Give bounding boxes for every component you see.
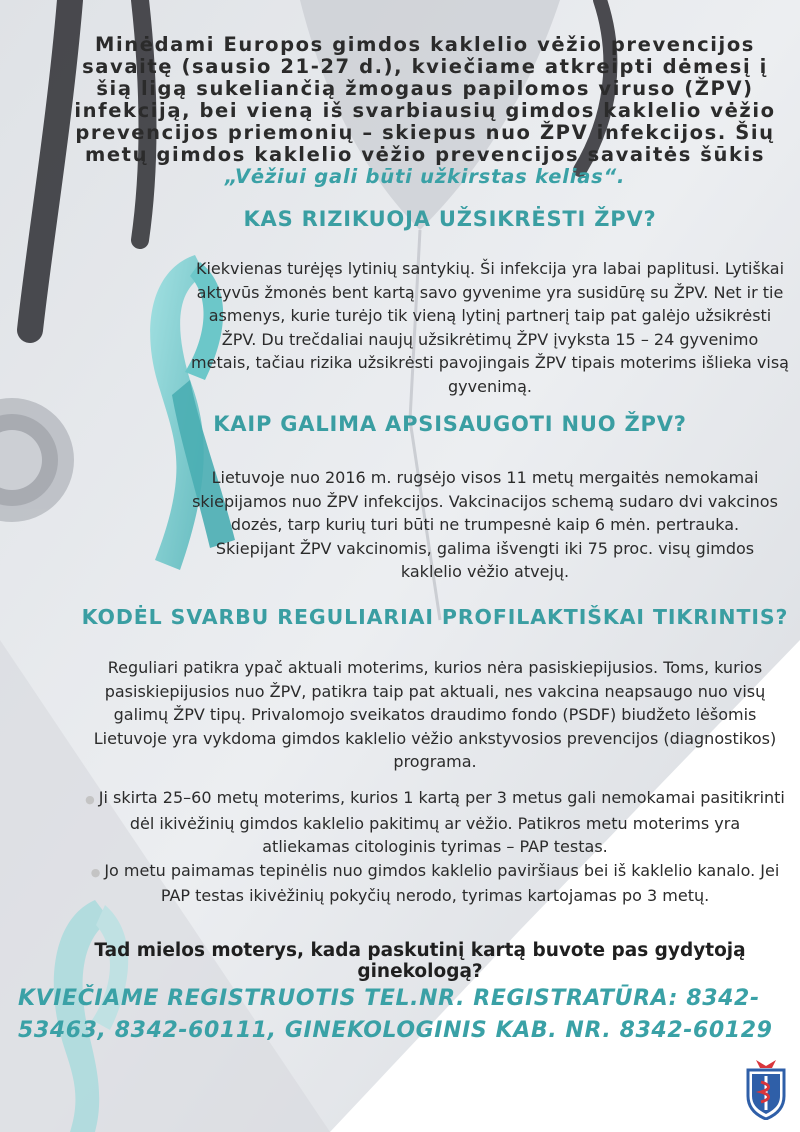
closing-question: Tad mielos moterys, kada paskutinį kartą buvote pas gydytoją ginekologą? <box>94 940 746 982</box>
section-body-screening: Reguliari patikra ypač aktuali moterims, kurios nėra pasiskiepijusios. Toms, kurios pasiskiepijusios nuo ŽPV, patikra taip pat aktuali, nes vakcina neapsaugo nuo visų galimų ŽPV tipų. Privalomojo sveikatos draudimo fondo (PSDF) biudžeto lėšomis Lietuvoje yra vykdoma gimdos kaklelio vėžio ankstyvosios prevencijos (diagnostikos) programa. <box>93 658 777 772</box>
intro-text: Minėdami Europos gimdos kaklelio vėžio prevencijos savaitę (sausio 21-27 d.), kviečiame atkreipti dėmesį į šią ligą sukeliančią žmogaus papilomos viruso (ŽPV) infekciją, bei vieną iš svarbiausių gimdos kaklelio vėžio prevencijos priemonių – skiepus nuo ŽPV infekcijos. Šių metų gimdos kaklelio vėžio prevencijos savaitės šūkis <box>74 33 776 166</box>
section-heading-protection: KAIP GALIMA APSISAUGOTI NUO ŽPV? <box>213 412 687 436</box>
bullet-dot-icon: ● <box>90 865 101 879</box>
section-heading-screening: KODĖL SVARBU REGULIARIAI PROFILAKTIŠKAI TIKRINTIS? <box>81 605 789 629</box>
bullet-text: Jo metu paimamas tepinėlis nuo gimdos kaklelio paviršiaus bei iš kaklelio kanalo. Jei PAP testas ikivėžinių pokyčių nerodo, tyrimas kartojamas po 3 metų. <box>104 860 780 906</box>
bullet-item <box>85 786 785 859</box>
section-heading-risk: KAS RIZIKUOJA UŽSIKRĖSTI ŽPV? <box>243 207 657 231</box>
clinic-logo-icon <box>742 1058 790 1120</box>
registration-call-to-action: KVIEČIAME REGISTRUOTIS TEL.NR. REGISTRATŪRA: 8342-53463, 8342-60111, GINEKOLOGINIS KAB. NR. 8342-60129 <box>18 986 773 1043</box>
bullet-item <box>85 859 785 908</box>
bullet-dot-icon: ● <box>85 793 95 806</box>
section-body-risk: Kiekvienas turėjęs lytinių santykių. Ši infekcija yra labai paplitusi. Lytiškai aktyvūs žmonės bent kartą savo gyvenime yra susidūrę su ŽPV. Net ir tie asmenys, kurie turėjo tik vieną lytinį partnerį taip pat galėjo užsikrėsti ŽPV. Du trečdaliai naujų užsikrėtimų ŽPV įvyksta 15 – 24 gyvenimo metais, tačiau rizika užsikrėsti pavojingais ŽPV tipais moterims išlieka visą gyvenimą. <box>191 259 789 396</box>
section-body-protection: Lietuvoje nuo 2016 m. rugsėjo visos 11 metų mergaitės nemokamai skiepijamos nuo ŽPV infekcijos. Vakcinacijos schemą sudaro dvi vakcinos dozės, tarp kurių turi būti ne trumpesnė kaip 6 mėn. pertrauka. Skiepijant ŽPV vakcinomis, galima išvengti iki 75 proc. visų gimdos kaklelio vėžio atvejų. <box>192 468 778 582</box>
intro-paragraph <box>60 34 790 188</box>
bullet-text: Ji skirta 25–60 metų moterims, kurios 1 kartą per 3 metus gali nemokamai pasitikrinti dėl ikivėžinių gimdos kaklelio pakitimų ar vėžio. Patikros metu moterims yra atliekamas citologinis tyrimas – PAP testas. <box>98 788 785 857</box>
screening-bullet-list <box>85 786 785 908</box>
campaign-slogan: „Vėžiui gali būti užkirstas kelias“. <box>224 165 626 188</box>
